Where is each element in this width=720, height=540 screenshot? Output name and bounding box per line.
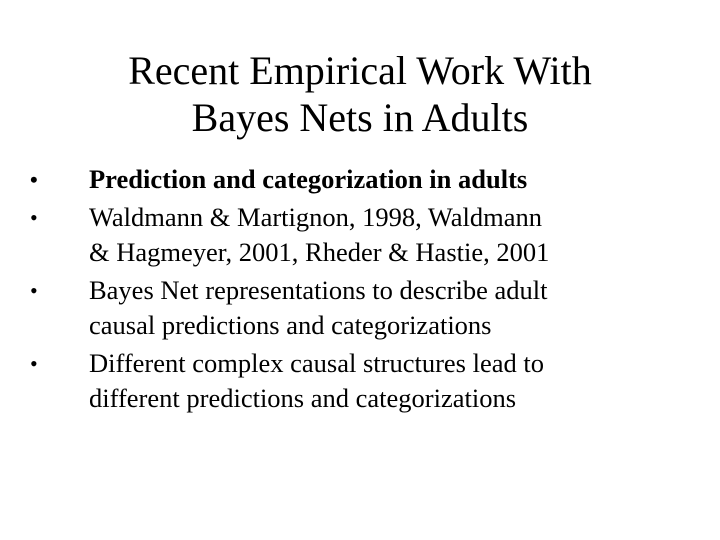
bullet-marker: •: [30, 350, 38, 376]
bullet-line: Bayes Net representations to describe adult: [89, 274, 548, 305]
bullet-marker: •: [30, 167, 38, 192]
slide-title-line: Recent Empirical Work With: [128, 48, 592, 93]
bullet-line: causal predictions and categorizations: [89, 310, 492, 340]
bullet-text: [89, 346, 690, 417]
bullet-text: [89, 162, 690, 198]
slide-title: [60, 47, 660, 141]
bullet-line: Waldmann & Martignon, 1998, Waldmann: [89, 201, 543, 232]
slide-title-line: Bayes Nets in Adults: [191, 95, 529, 140]
bullet-item: [30, 200, 690, 271]
bullet-line: Different complex causal structures lead to: [89, 347, 544, 378]
bullet-text: [89, 273, 690, 344]
bullet-line: & Hagmeyer, 2001, Rheder & Hastie, 2001: [89, 237, 550, 267]
bullet-item: [30, 162, 690, 198]
bullet-line: Prediction and categorization in adults: [89, 164, 528, 194]
bullet-text: [89, 200, 690, 271]
bullet-item: [30, 346, 690, 417]
bullet-item: [30, 273, 690, 344]
bullet-line: different predictions and categorizations: [89, 383, 517, 413]
bullet-marker: •: [30, 204, 38, 230]
bullet-marker: •: [30, 277, 38, 303]
bullet-list: [30, 162, 690, 419]
